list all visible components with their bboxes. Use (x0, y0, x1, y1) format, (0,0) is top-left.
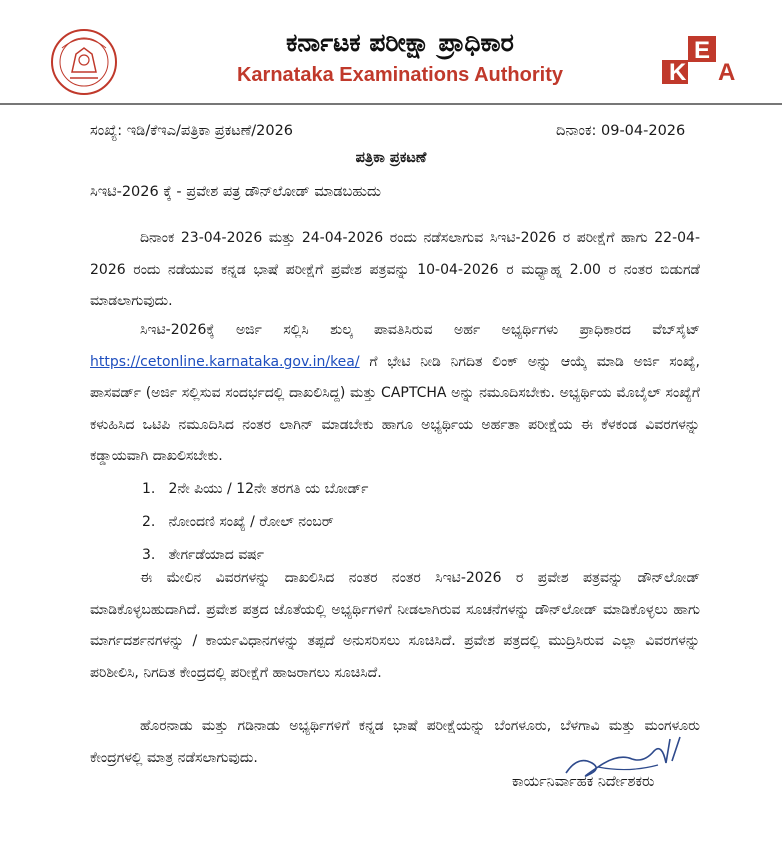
government-seal-icon (50, 28, 118, 96)
header-divider (0, 103, 782, 105)
svg-text:E: E (694, 37, 711, 64)
subject-line: ಸಿಇಟಿ-2026 ಕ್ಕೆ - ಪ್ರವೇಶ ಪತ್ರ ಡೌನ್‌ಲೋಡ್ ಮಾಡಬಹುದು (90, 184, 381, 200)
svg-text:A: A (718, 59, 736, 84)
kea-logo (662, 36, 744, 84)
authority-title-english: Karnataka Examinations Authority (236, 64, 563, 86)
list-item-number: 3. (142, 547, 156, 563)
svg-text:K: K (669, 59, 687, 84)
list-item-text: ತೇರ್ಗಡೆಯಾದ ವರ್ಷ (168, 547, 264, 563)
paragraph-download-steps-intro: ಸಿಇಟಿ-2026ಕ್ಕೆ ಅರ್ಜಿ ಸಲ್ಲಿಸಿ ಶುಲ್ಕ ಪಾವತಿಸಿರುವ ಅರ್ಹ ಅಭ್ಯರ್ಥಿಗಳು ಪ್ರಾಧಿಕಾರದ ವೆಬ್‌ಸೈಟ್ (140, 322, 700, 338)
list-item (142, 506, 368, 539)
required-details-list (142, 473, 368, 572)
list-item-text: ನೋಂದಣಿ ಸಂಖ್ಯೆ / ರೋಲ್ ನಂಬರ್ (168, 514, 334, 530)
list-item-number: 2. (142, 514, 156, 530)
list-item-number: 1. (142, 481, 156, 497)
paragraph-instructions: ಈ ಮೇಲಿನ ವಿವರಗಳನ್ನು ದಾಖಲಿಸಿದ ನಂತರ ನಂತರ ಸಿಇಟಿ-2026 ರ ಪ್ರವೇಶ ಪತ್ರವನ್ನು ಡೌನ್‌ಲೋಡ್ ಮಾಡಿಕೊಳ್ಳಬಹುದಾಗಿದೆ. ಪ್ರವೇಶ ಪತ್ರದ ಜೊತೆಯಲ್ಲಿ ಅಭ್ಯರ್ಥಿಗಳಿಗೆ ನೀಡಲಾಗಿರುವ ಸೂಚನೆಗಳನ್ನು ಡೌನ್‌ಲೋಡ್ ಮಾಡಿಕೊಳ್ಳಲು ಹಾಗು ಮಾರ್ಗದರ್ಶನಗಳನ್ನು / ಕಾರ್ಯವಿಧಾನಗಳನ್ನು ತಪ್ಪದೆ ಅನುಸರಿಸಲು ಸೂಚಿಸಿದೆ. ಪ್ರವೇಶ ಪತ್ರದಲ್ಲಿ ಮುದ್ರಿಸಿರುವ ಎಲ್ಲಾ ವಿವರಗಳನ್ನು ಪರಿಶೀಲಿಸಿ, ನಿಗದಿತ ಕೇಂದ್ರದಲ್ಲಿ ಪರೀಕ್ಷೆಗೆ ಹಾಜರಾಗಲು ಸೂಚಿಸಿದೆ. (90, 570, 700, 681)
paragraph-kannada-exam-centres: ಹೊರನಾಡು ಮತ್ತು ಗಡಿನಾಡು ಅಭ್ಯರ್ಥಿಗಳಿಗೆ ಕನ್ನಡ ಭಾಷೆ ಪರೀಕ್ಷೆಯನ್ನು ಬೆಂಗಳೂರು, ಬೆಳಗಾವಿ ಮತ್ತು ಮಂಗಳೂರು ಕೇಂದ್ರಗಳಲ್ಲಿ ಮಾತ್ರ ನಡೆಸಲಾಗುವುದು. (90, 718, 700, 766)
issue-date: ದಿನಾಂಕ: 09-04-2026 (556, 123, 686, 139)
paragraph-download-steps (90, 315, 700, 473)
kea-website-link[interactable]: https://cetonline.karnataka.gov.in/kea/ (90, 353, 360, 370)
paragraph-download-steps-rest: ಗೆ ಭೇಟಿ ನೀಡಿ ನಿಗದಿತ ಲಿಂಕ್ ಅನ್ನು ಆಯ್ಕೆ ಮಾಡಿ ಅರ್ಜಿ ಸಂಖ್ಯೆ, ಪಾಸವರ್ಡ್ (ಅರ್ಜಿ ಸಲ್ಲಿಸುವ ಸಂದರ್ಭದಲ್ಲಿ ದಾಖಲಿಸಿದ್ದ) ಮತ್ತು CAPTCHA ಅನ್ನು ನಮೂದಿಸಬೇಕು. ಅಭ್ಯರ್ಥಿಯ ಮೊಬೈಲ್ ಸಂಖ್ಯೆಗೆ ಕಳುಹಿಸಿದ ಒಟಿಪಿ ನಮೂದಿಸಿದ ನಂತರ ಲಾಗಿನ್ ಮಾಡಬೇಕು ಹಾಗೂ ಅಭ್ಯರ್ಥಿಯ ಅರ್ಹತಾ ಪರೀಕ್ಷೆಯ ಈ ಕೆಳಕಂಡ ವಿವರಗಳನ್ನು ಕಡ್ಡಾಯವಾಗಿ ದಾಖಲಿಸಬೇಕು. (90, 353, 700, 464)
list-item-text: 2ನೇ ಪಿಯು / 12ನೇ ತರಗತಿ ಯ ಬೋರ್ಡ್ (168, 481, 369, 497)
letterhead (0, 0, 782, 110)
press-release-heading: ಪತ್ರಿಕಾ ಪ್ರಕಟಣೆ (355, 150, 427, 166)
list-item (142, 473, 368, 506)
reference-number: ಸಂಖ್ಯೆ: ಇಡಿ/ಕೆಇಎ/ಪತ್ರಿಕಾ ಪ್ರಕಟಣೆ/2026 (90, 123, 294, 139)
authority-title-kannada: ಕರ್ನಾಟಕ ಪರೀಕ್ಷಾ ಪ್ರಾಧಿಕಾರ (286, 28, 514, 57)
paragraph-exam-dates: ದಿನಾಂಕ 23-04-2026 ಮತ್ತು 24-04-2026 ರಂದು ನಡೆಸಲಾಗುವ ಸಿಇಟಿ-2026 ರ ಪರೀಕ್ಷೆಗೆ ಹಾಗು 22-04-2026 ರಂದು ನಡೆಯುವ ಕನ್ನಡ ಭಾಷೆ ಪರೀಕ್ಷೆಗೆ ಪ್ರವೇಶ ಪತ್ರವನ್ನು 10-04-2026 ರ ಮಧ್ಯಾಹ್ನ 2.00 ರ ನಂತರ ಬಿಡುಗಡೆ ಮಾಡಲಾಗುವುದು. (90, 230, 700, 309)
signatory-designation: ಕಾರ್ಯನಿರ್ವಾಹಕ ನಿರ್ದೇಶಕರು (512, 774, 655, 790)
